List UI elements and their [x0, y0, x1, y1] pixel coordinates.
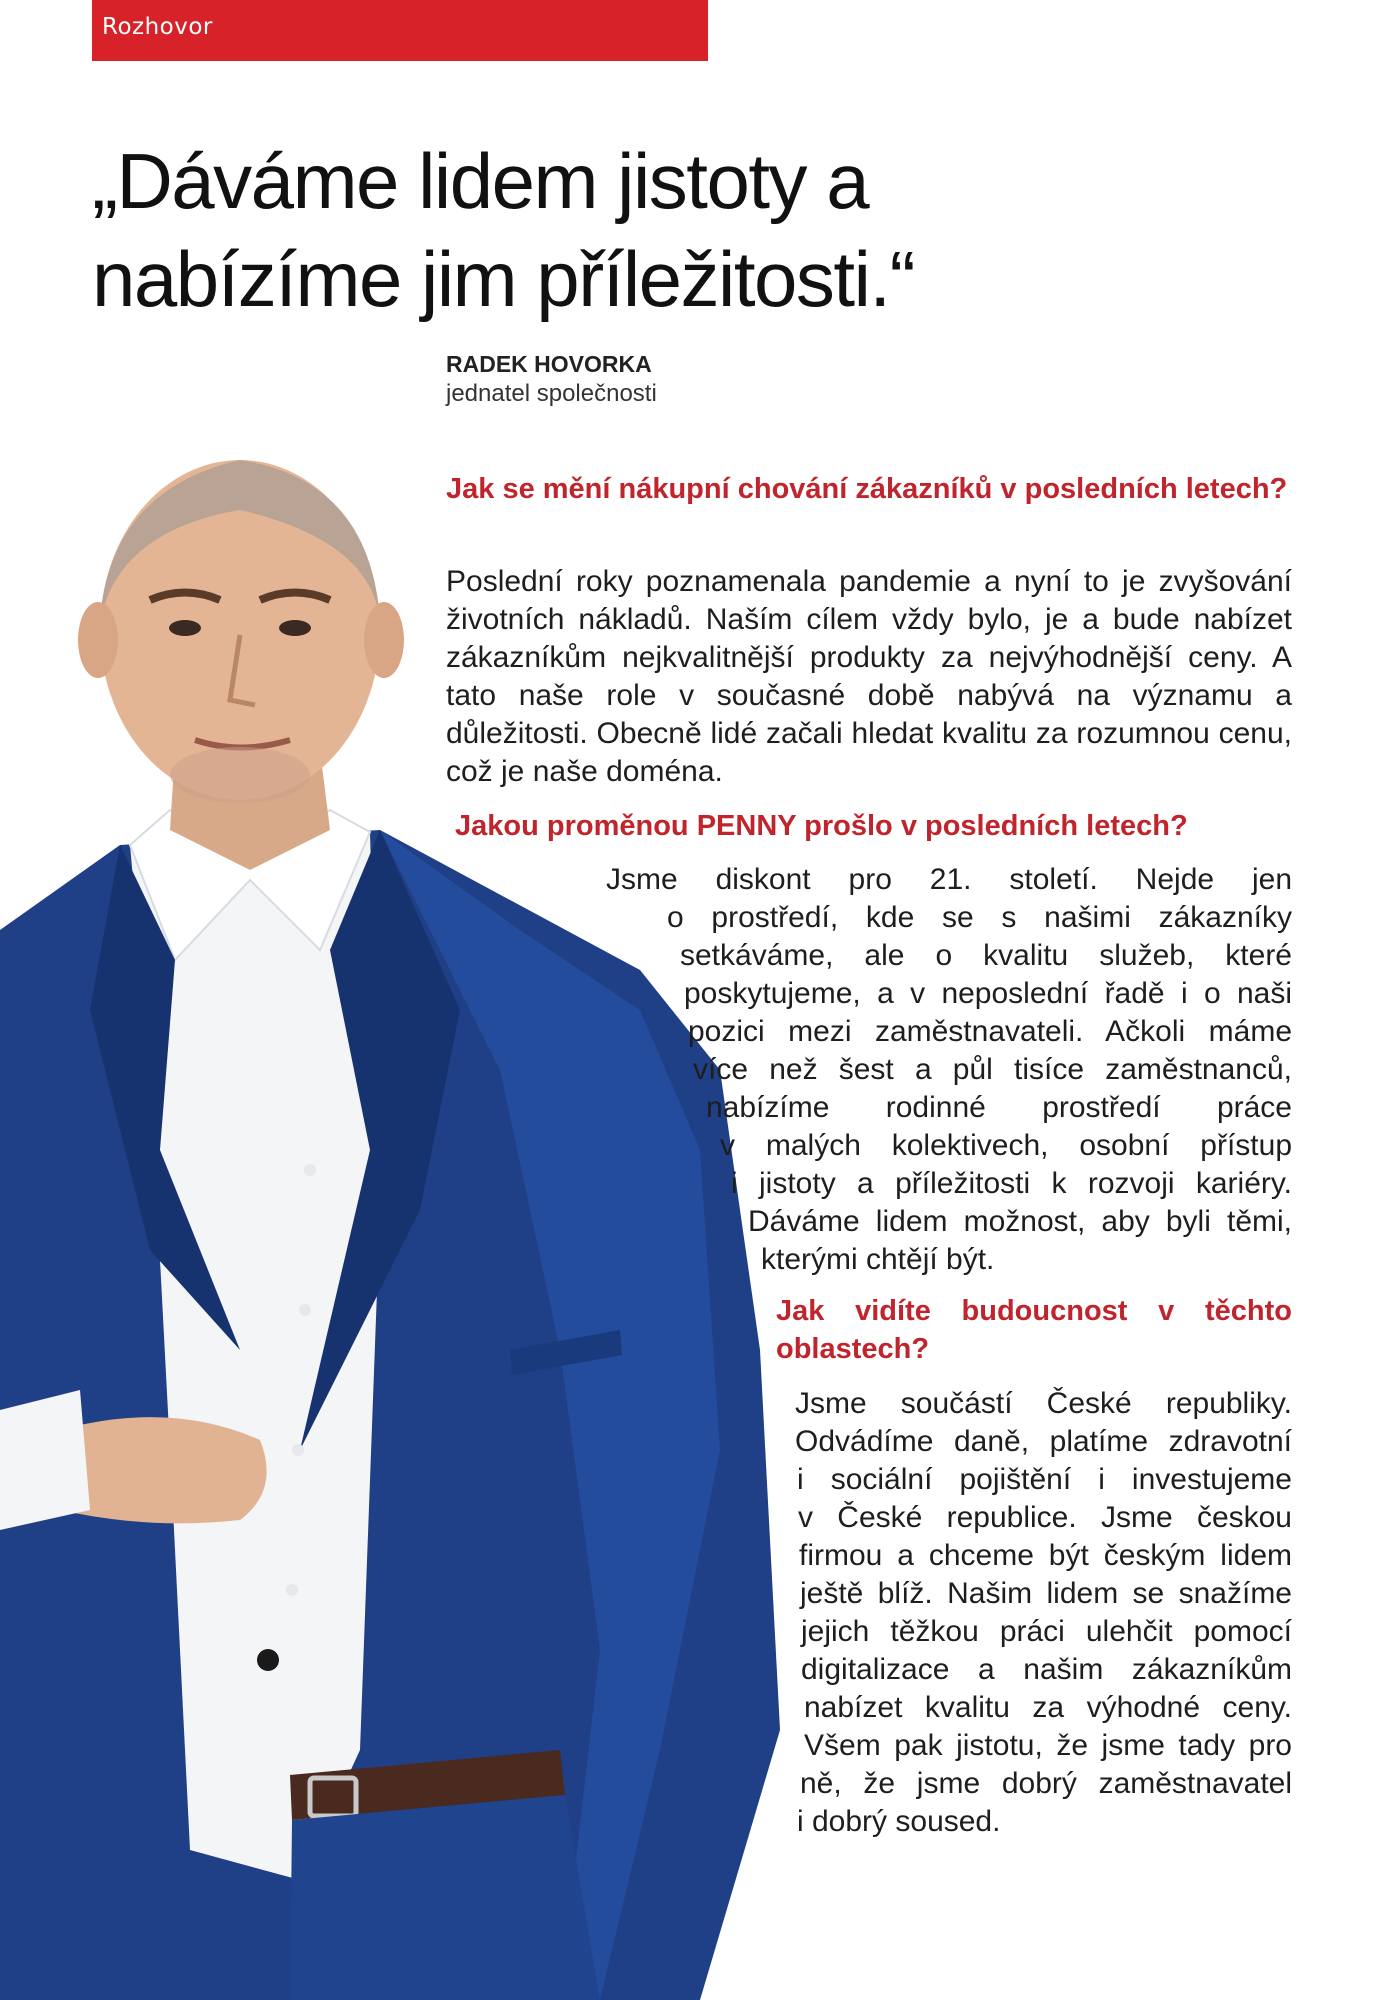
question-2: Jakou proměnou PENNY prošlo v posledních letech?	[455, 810, 1188, 842]
answer-2-line: Jsme diskont pro 21. století. Nejde jen	[606, 863, 1292, 896]
answer-2-line: pozici mezi zaměstnavateli. Ačkoli máme	[688, 1015, 1292, 1048]
headline: „Dáváme lidem jistoty a nabízíme jim příležitosti.“	[92, 137, 915, 323]
answer-2-line: i jistoty a příležitosti k rozvoji kariéry.	[731, 1167, 1292, 1200]
answer-2-line: Dáváme lidem možnost, aby byli těmi,	[748, 1205, 1292, 1238]
answer-3-line: jejich těžkou práci ulehčit pomocí	[801, 1615, 1292, 1648]
answer-3-line: ně, že jsme dobrý zaměstnavatel	[800, 1767, 1292, 1800]
answer-2-line: setkáváme, ale o kvalitu služeb, které	[680, 939, 1292, 972]
answer-3-line: ještě blíž. Našim lidem se snažíme	[800, 1577, 1292, 1610]
answer-3-line: i dobrý soused.	[797, 1805, 1001, 1838]
section-tab	[92, 0, 708, 61]
answer-2-line: poskytujeme, a v neposlední řadě i o naši	[684, 977, 1292, 1010]
answer-3-line: v České republice. Jsme českou	[798, 1501, 1292, 1534]
question-1: Jak se mění nákupní chování zákazníků v posledních letech?	[446, 473, 1288, 505]
answer-3-line: digitalizace a našim zákazníkům	[801, 1653, 1292, 1686]
answer-2-line: o prostředí, kde se s našimi zákazníky	[667, 901, 1292, 934]
answer-2-line: v malých kolektivech, osobní přístup	[720, 1129, 1292, 1162]
answer-2-line: kterými chtějí být.	[761, 1243, 995, 1276]
answer-3-line: Jsme součástí České republiky.	[795, 1387, 1292, 1420]
answer-2-line: více než šest a půl tisíce zaměstnanců,	[693, 1053, 1292, 1086]
byline-role: jednatel společnosti	[446, 380, 657, 407]
answer-3-line: Odvádíme daně, platíme zdravotní	[795, 1425, 1292, 1458]
answer-3-line: firmou a chceme být českým lidem	[799, 1539, 1292, 1572]
question-3: Jak vidíte budoucnost v těchto oblastech?	[776, 1295, 1292, 1365]
answer-2-line: nabízíme rodinné prostředí práce	[706, 1091, 1292, 1124]
answer-3-line: i sociální pojištění i investujeme	[797, 1463, 1292, 1496]
answer-1: Poslední roky poznamenala pandemie a nyní to je zvyšování životních nákladů. Naším cílem vždy bylo, je a bude nabízet zákazníkům nejkvalitnější produkty za nejvýhodnější ceny. A tato naše role v současné době nabývá na významu a důležitosti. Obecně lidé začali hledat kvalitu za rozumnou cenu, což je naše doména.	[446, 565, 1292, 788]
section-label: Rozhovor	[102, 14, 213, 40]
byline-name: RADEK HOVORKA	[446, 351, 652, 377]
answer-3-line: Všem pak jistotu, že jsme tady pro	[804, 1729, 1292, 1762]
answer-3-line: nabízet kvalitu za výhodné ceny.	[804, 1691, 1292, 1724]
